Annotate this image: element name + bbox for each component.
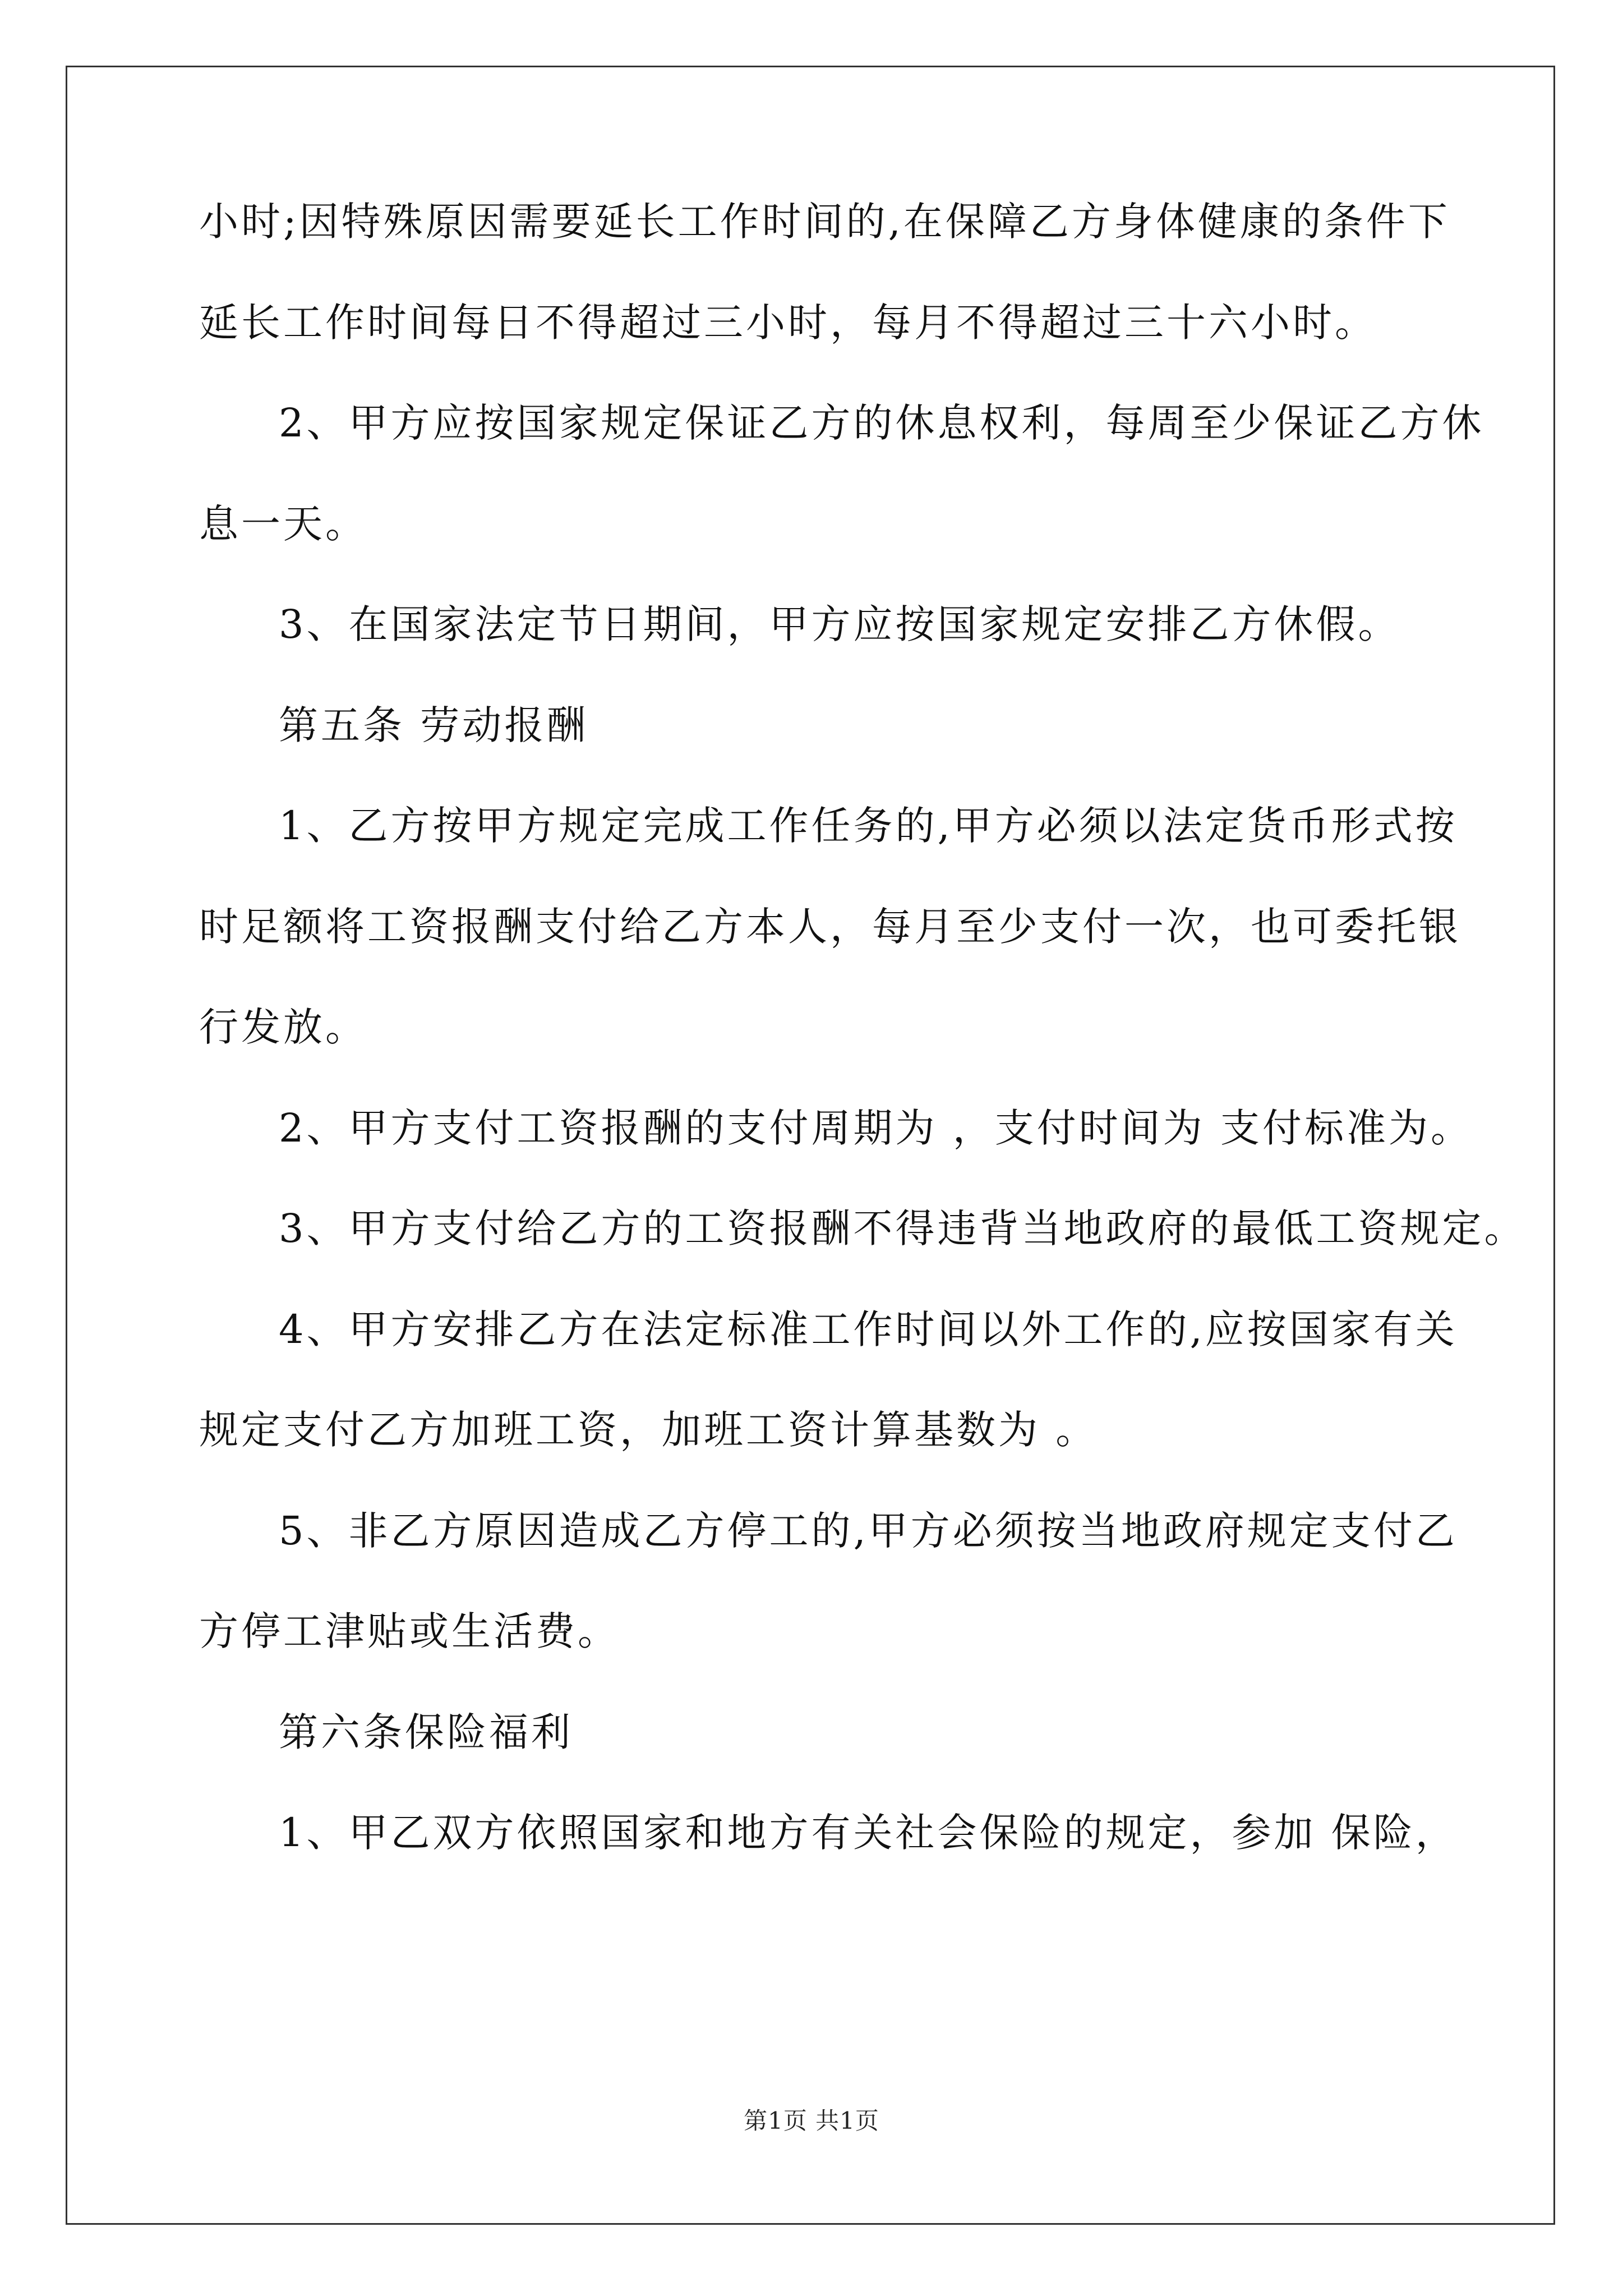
text-line: 5、非乙方原因造成乙方停工的,甲方必须按当地政府规定支付乙 — [279, 1507, 1458, 1554]
document-body — [199, 188, 1527, 1900]
text-line: 3、甲方支付给乙方的工资报酬不得违背当地政府的最低工资规定。 — [279, 1205, 1527, 1251]
text-line: 息一天。 — [199, 500, 367, 547]
page-number-footer: 第1页 共1页 — [744, 2107, 879, 2134]
text-line: 1、甲乙双方依照国家和地方有关社会保险的规定，参加 保险， — [279, 1810, 1458, 1856]
section-heading: 第五条 劳动报酬 — [279, 702, 589, 748]
text-line: 4、甲方安排乙方在法定标准工作时间以外工作的,应按国家有关 — [279, 1306, 1458, 1352]
text-line: 1、乙方按甲方规定完成工作任务的,甲方必须以法定货币形式按 — [279, 803, 1458, 849]
text-line: 3、在国家法定节日期间，甲方应按国家规定安排乙方休假。 — [279, 601, 1400, 647]
text-line: 行发放。 — [199, 1004, 367, 1050]
text-line: 延长工作时间每日不得超过三小时，每月不得超过三十六小时。 — [199, 299, 1377, 346]
text-line: 小时;因特殊原因需要延长工作时间的,在保障乙方身体健康的条件下 — [199, 199, 1450, 245]
text-line: 时足额将工资报酬支付给乙方本人，每月至少支付一次，也可委托银 — [199, 903, 1461, 950]
text-line: 2、甲方应按国家规定保证乙方的休息权利，每周至少保证乙方休 — [279, 400, 1484, 446]
text-line: 方停工津贴或生活费。 — [199, 1608, 620, 1654]
text-line: 2、甲方支付工资报酬的支付周期为 ，支付时间为 支付标准为。 — [279, 1105, 1473, 1151]
text-line: 规定支付乙方加班工资，加班工资计算基数为 。 — [199, 1407, 1098, 1453]
section-heading: 第六条保险福利 — [279, 1709, 573, 1755]
